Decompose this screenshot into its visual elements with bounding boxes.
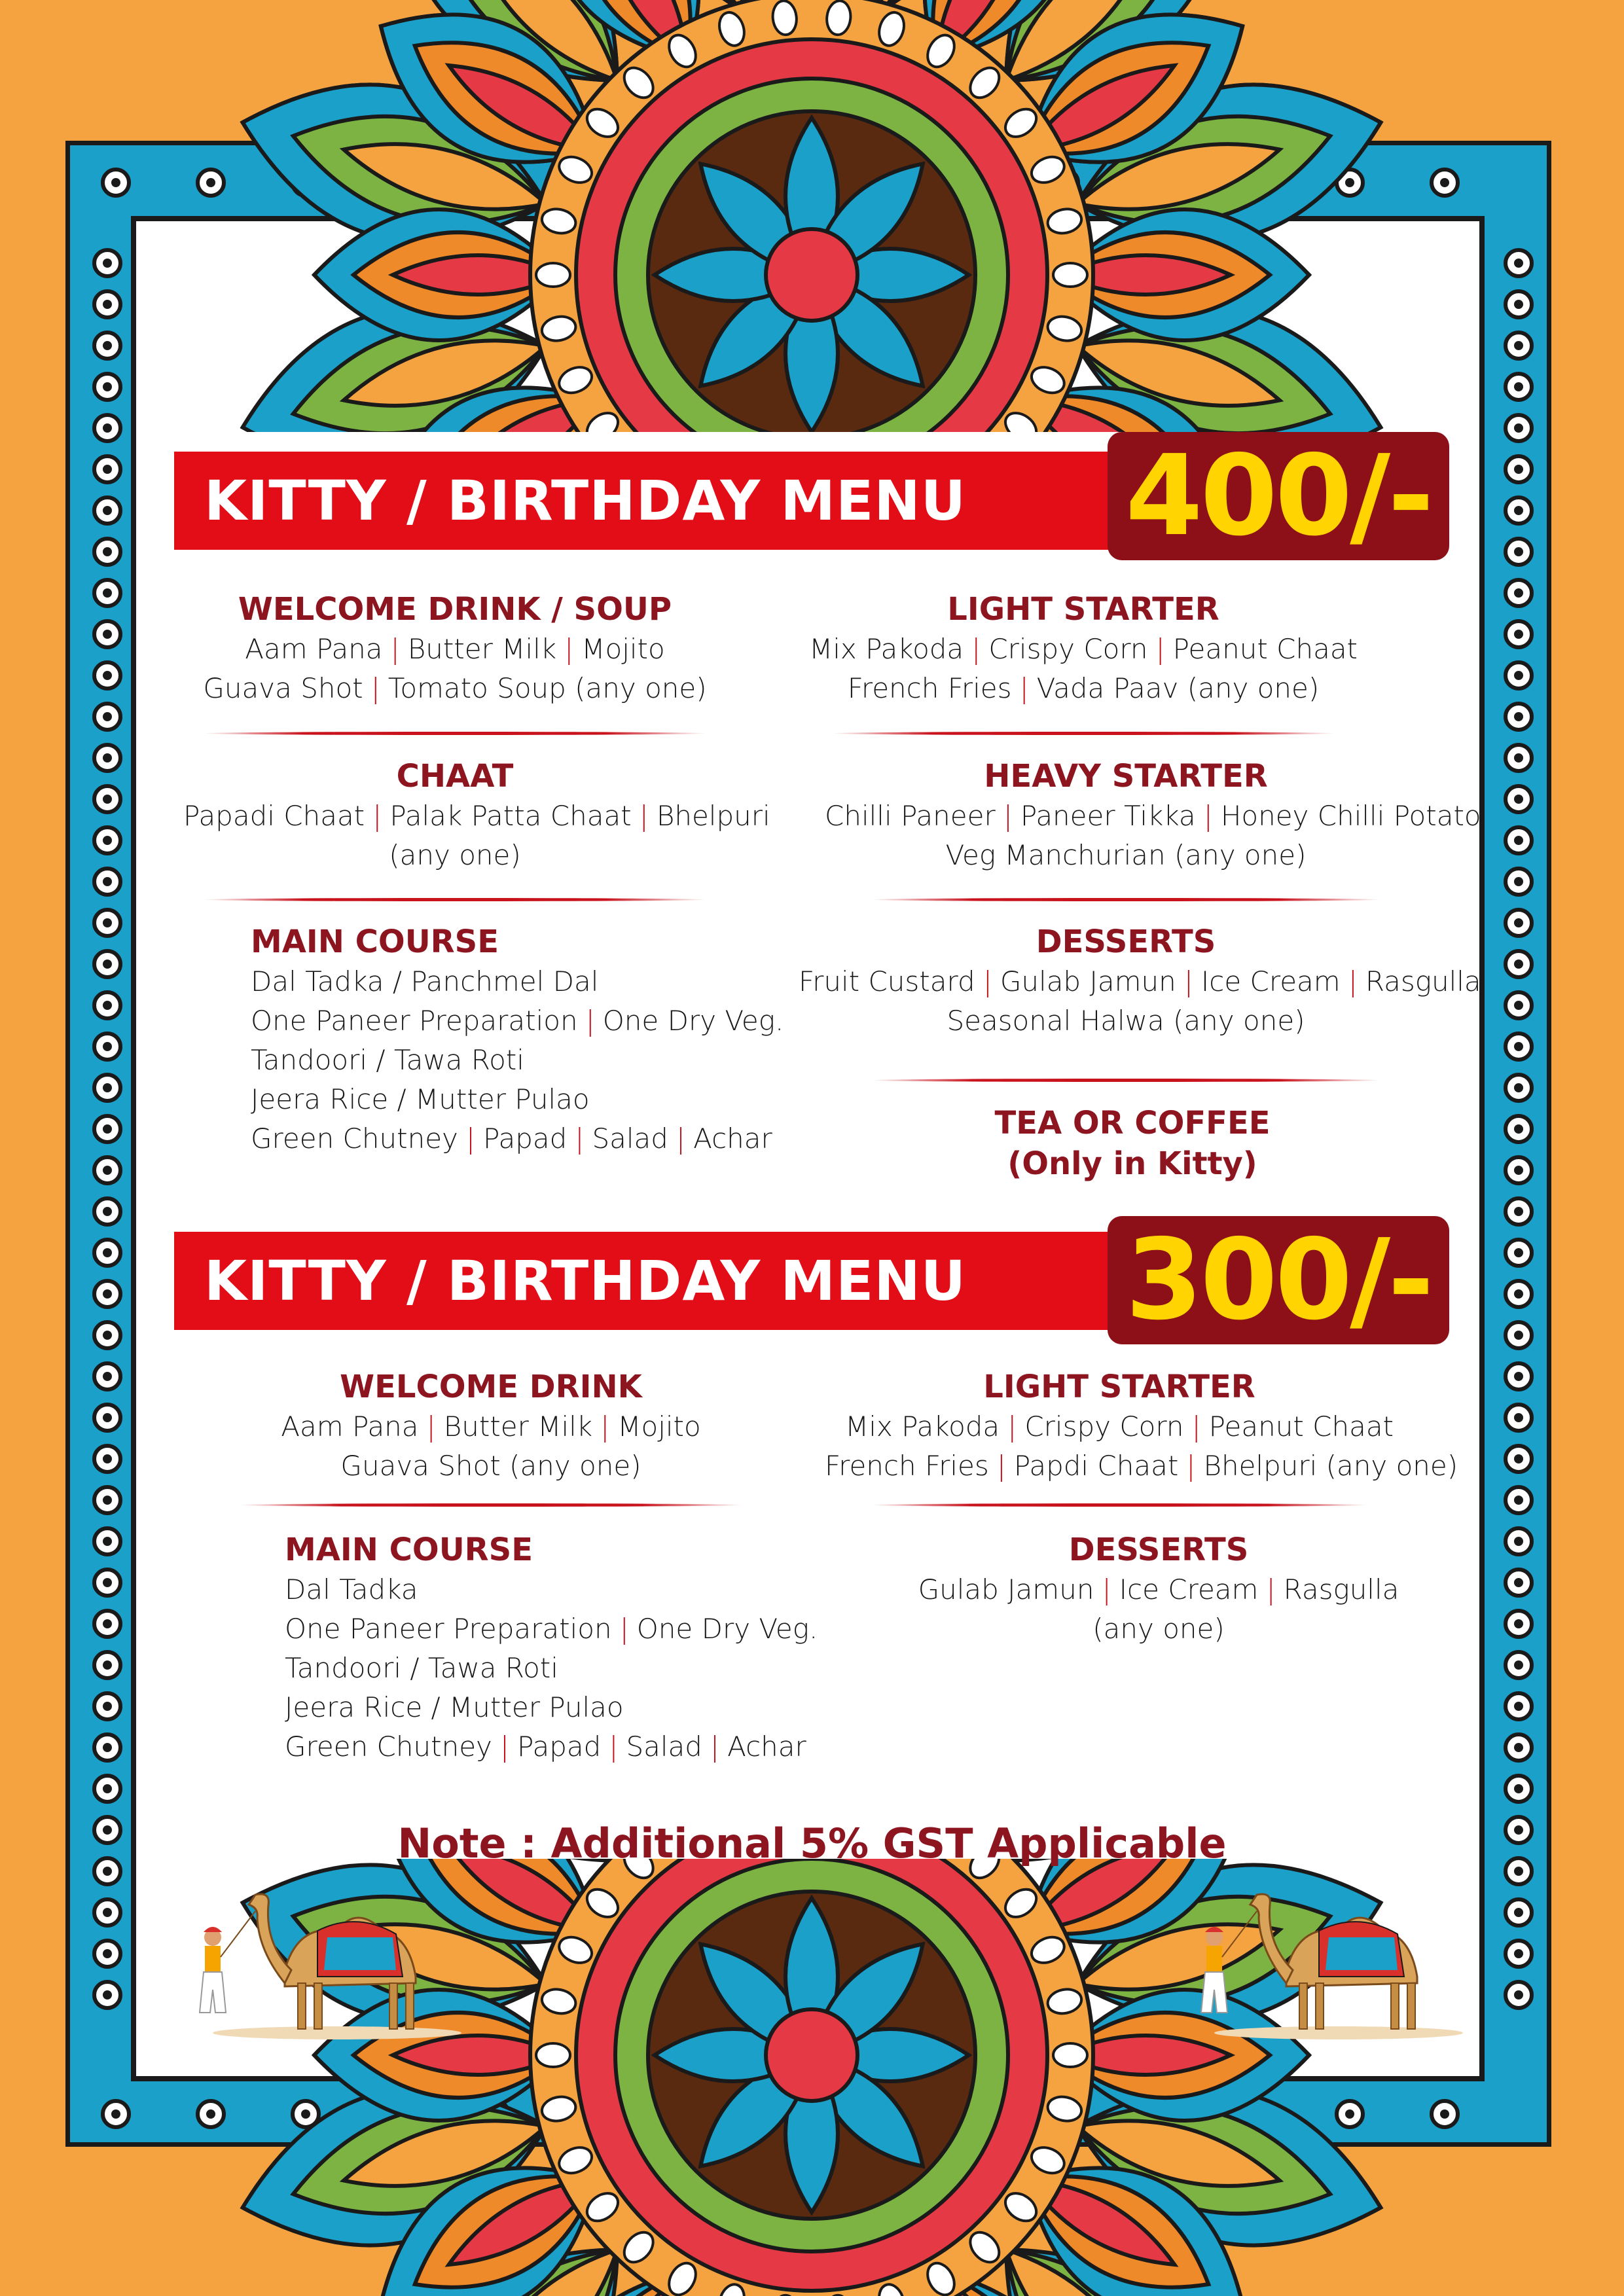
section-title: WELCOME DRINK / SOUP [238,591,672,628]
divider [831,732,1335,735]
menu-item: Peanut Chaat [1208,1410,1394,1443]
menu-300-title: KITTY / BIRTHDAY MENU [204,1249,966,1313]
menu-item: Mojito [617,1410,701,1443]
section-welcome-drink [242,1367,740,1486]
section-title: DESSERTS [1068,1532,1249,1568]
menu-item: Salad [592,1122,668,1155]
section-main-course [285,1530,818,1767]
separator: | [971,633,981,665]
menu-item: Gulab Jamun [1000,965,1176,997]
menu-item: Butter Milk [443,1410,593,1443]
menu-item: Tandoori / Tawa Roti [285,1652,558,1684]
separator: | [1186,1450,1196,1482]
menu-line [251,1119,774,1158]
section-title: MAIN COURSE [285,1532,533,1568]
section-title: CHAAT [396,758,514,795]
menu-line [825,797,1481,836]
section-tea-coffee [936,1103,1329,1184]
menu-item: Bhelpuri [656,800,770,832]
menu-line [251,962,774,1001]
menu-item: Green Chutney [251,1122,458,1155]
menu-line [936,1143,1329,1184]
menu-item: Dal Tadka [285,1573,418,1605]
menu-item: Papdi Chaat [1013,1450,1179,1482]
menu-item: Guava Shot [203,672,363,704]
section-title: MAIN COURSE [251,924,499,960]
menu-item: Tandoori / Tawa Roti [251,1044,524,1076]
menu-item: Peanut Chaat [1172,633,1358,665]
section-title: TEA OR COFFEE [994,1105,1271,1141]
divider [871,1503,1368,1507]
menu-line [285,1688,808,1727]
menu-item: Gulab Jamun [918,1573,1094,1605]
menu-item: (any one) [389,839,521,871]
section-light-starter [825,1367,1458,1486]
menu-item: One Paneer Preparation [285,1613,612,1645]
menu-item: One Dry Veg. [636,1613,818,1645]
menu-line [251,1080,774,1119]
menu-item: Salad [626,1731,702,1763]
menu-line [251,1001,784,1041]
separator: | [609,1731,619,1763]
menu-line [903,1609,1414,1649]
separator: | [639,800,649,832]
menu-item: French Fries [847,672,1012,704]
menu-item: Veg Manchurian (any one) [945,839,1307,871]
menu-item: Mix Pakoda [808,633,964,665]
section-heavy-starter [825,756,1481,875]
separator: | [465,1122,476,1155]
menu-item: Seasonal Halwa (any one) [947,1005,1305,1037]
separator: | [1102,1573,1111,1605]
menu-item: Tomato Soup (any one) [388,672,707,704]
section-chaat [183,756,770,875]
menu-300-price-box [1108,1216,1449,1344]
separator: | [426,1410,436,1443]
menu-item: Vada Paav (any one) [1036,672,1320,704]
menu-item: Palak Patta Chaat [389,800,632,832]
separator: | [499,1731,510,1763]
menu-item: Papadi Chaat [183,800,365,832]
separator: | [564,633,574,665]
menu-item: Green Chutney [285,1731,492,1763]
menu-line [799,669,1368,708]
separator: | [370,672,380,704]
section-welcome-drink-soup [203,589,707,708]
menu-item: Butter Milk [407,633,557,665]
divider [871,1079,1381,1082]
menu-item: Ice Cream [1119,1573,1259,1605]
section-main-course [251,922,784,1158]
menu-line [203,630,707,669]
divider [871,898,1381,901]
separator: | [676,1122,686,1155]
separator: | [1019,672,1029,704]
menu-400-banner [174,452,1163,550]
menu-item: Mix Pakoda [844,1410,1000,1443]
menu-item: (any one) [1092,1613,1225,1645]
separator: | [600,1410,610,1443]
gst-note: Note : Additional 5% GST Applicable [397,1820,1227,1867]
menu-item: Aam Pana [245,633,383,665]
menu-item: Paneer Tikka [1020,800,1196,832]
menu-item: Ice Cream [1200,965,1341,997]
menu-line [825,1407,1414,1446]
separator: | [585,1005,595,1037]
separator: | [1191,1410,1201,1443]
menu-item: Achar [727,1731,806,1763]
menu-line [825,1446,1458,1486]
menu-item: Achar [693,1122,772,1155]
section-title: HEAVY STARTER [984,758,1268,795]
menu-line [799,962,1481,1001]
menu-item: Fruit Custard [799,965,975,997]
separator: | [1266,1573,1276,1605]
section-title: DESSERTS [1036,924,1216,960]
menu-item: One Paneer Preparation [251,1005,578,1037]
section-desserts [799,922,1481,1041]
menu-line [251,1041,774,1080]
section-title: WELCOME DRINK [340,1369,642,1405]
section-title: LIGHT STARTER [983,1369,1255,1405]
menu-line [285,1570,808,1609]
separator: | [1007,1410,1017,1443]
separator: | [575,1122,585,1155]
menu-item: French Fries [825,1450,989,1482]
menu-item: Jeera Rice / Mutter Pulao [251,1083,590,1115]
menu-400-title: KITTY / BIRTHDAY MENU [204,469,966,533]
menu-item: (Only in Kitty) [1007,1145,1257,1182]
menu-line [183,797,770,836]
menu-line [242,1446,740,1486]
menu-item: Bhelpuri (any one) [1203,1450,1458,1482]
menu-item: Rasgulla [1365,965,1481,997]
separator: | [1155,633,1165,665]
separator: | [1203,800,1213,832]
section-light-starter [799,589,1368,708]
menu-line [825,836,1427,875]
section-title: LIGHT STARTER [947,591,1219,628]
separator: | [1003,800,1013,832]
menu-item: Guava Shot (any one) [340,1450,641,1482]
menu-300-price: 300/- [1125,1215,1432,1345]
mandala-top-overlay-icon [196,0,1427,432]
menu-line [203,669,707,708]
divider [203,732,707,735]
menu-item: Papad [517,1731,602,1763]
menu-line [285,1727,808,1767]
menu-400-price: 400/- [1125,431,1432,561]
separator: | [983,965,992,997]
menu-item: Papad [483,1122,568,1155]
separator: | [996,1450,1006,1482]
menu-item: Honey Chilli Potato [1220,800,1481,832]
divider [203,898,707,901]
menu-item: Crispy Corn [988,633,1148,665]
menu-item: Crispy Corn [1024,1410,1184,1443]
divider [239,1503,743,1507]
menu-400-price-box [1108,432,1449,560]
menu-item: One Dry Veg. [602,1005,784,1037]
menu-line [285,1609,818,1649]
camel-left-icon [187,1878,461,2042]
menu-line [242,1407,740,1446]
separator: | [390,633,400,665]
separator: | [1183,965,1193,997]
separator: | [619,1613,629,1645]
menu-line [799,630,1368,669]
separator: | [1348,965,1358,997]
camel-right-icon [1188,1878,1463,2042]
menu-item: Mojito [581,633,665,665]
menu-300-banner [174,1232,1163,1330]
menu-item: Rasgulla [1283,1573,1399,1605]
separator: | [372,800,382,832]
menu-line [903,1570,1414,1609]
separator: | [710,1731,720,1763]
menu-line [183,836,727,875]
menu-item: Chilli Paneer [825,800,996,832]
menu-item: Jeera Rice / Mutter Pulao [285,1691,624,1723]
menu-line [799,1001,1453,1041]
section-desserts [903,1530,1414,1649]
menu-item: Dal Tadka / Panchmel Dal [251,965,599,997]
menu-item: Aam Pana [281,1410,419,1443]
menu-line [285,1649,808,1688]
